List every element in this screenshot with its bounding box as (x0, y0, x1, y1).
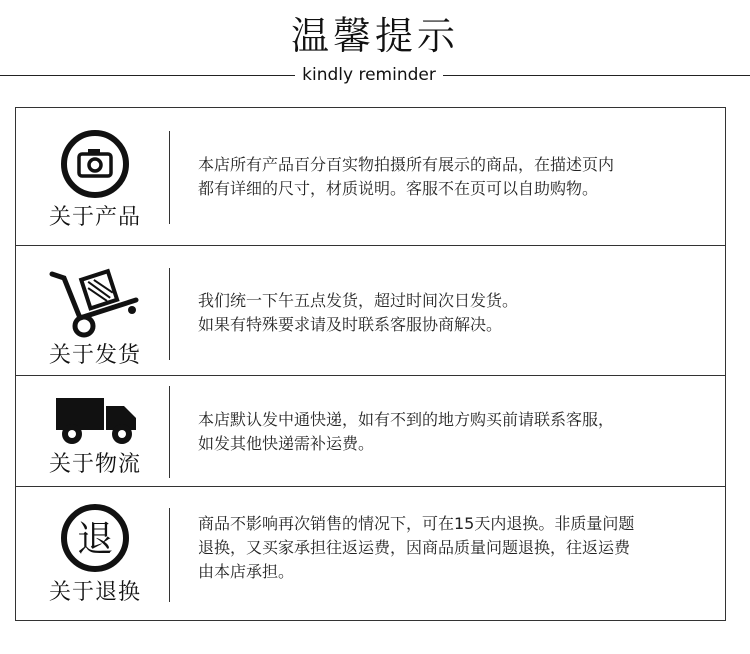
return-icon-glyph: 退 (76, 519, 114, 560)
divider-line-left (0, 75, 295, 76)
row-description: 本店默认发中通快递，如有不到的地方购买前请联系客服， 如发其他快递需补运费。 (198, 410, 615, 453)
reminder-row-product (16, 108, 725, 245)
return-icon (44, 500, 146, 580)
subtitle-row (0, 63, 750, 87)
row-description: 我们统一下午五点发货，超过时间次日发货。 如果有特殊要求请及时联系客服协商解决。 (198, 291, 519, 334)
divider-line-right (443, 75, 750, 76)
row-label: 关于退换 (48, 580, 141, 605)
row-separator (169, 508, 170, 602)
row-description: 本店所有产品百分百实物拍摄所有展示的商品，在描述页内 都有详细的尺寸，材质说明。客服不在页可以自助购物。 (198, 155, 615, 198)
reminder-row-shipping (16, 246, 725, 375)
page-subtitle: kindly reminder (302, 65, 436, 85)
camera-icon (44, 126, 146, 206)
row-separator (169, 386, 170, 478)
row-label: 关于产品 (48, 205, 141, 230)
row-separator (169, 131, 170, 224)
row-label: 关于发货 (48, 343, 141, 368)
reminder-row-logistics (16, 376, 725, 486)
page-title: 温馨提示 (290, 14, 459, 58)
row-description: 商品不影响再次销售的情况下，可在15天内退换。非质量问题 退换，又买家承担往返运费，因商品质量问题退换，往返运费 由本店承担。 (198, 514, 635, 581)
delivery-truck-icon (44, 392, 146, 448)
hand-truck-icon (44, 260, 146, 340)
row-label: 关于物流 (48, 452, 141, 477)
reminder-panel (15, 107, 726, 621)
reminder-row-returns (16, 487, 725, 620)
row-separator (169, 268, 170, 360)
